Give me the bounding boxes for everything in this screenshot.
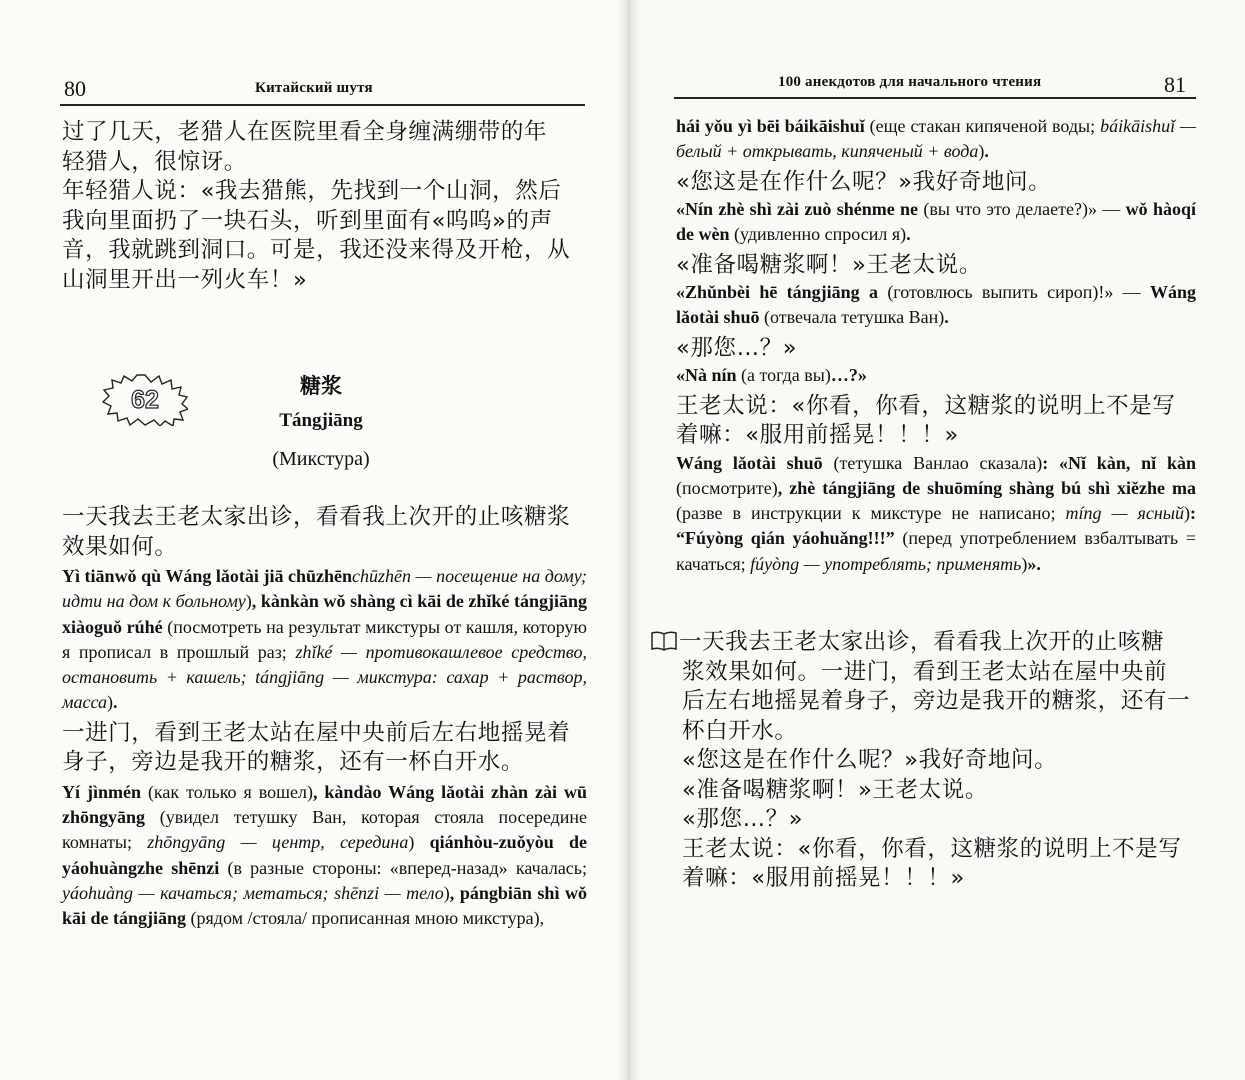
- gloss-paragraph: [62, 780, 587, 932]
- gloss-run: (отвечала тетушка Ван): [759, 307, 945, 328]
- sentence-zh: 一进门，看到王老太站在屋中央前后左右地摇晃着: [62, 719, 571, 746]
- gloss-run: .: [113, 692, 118, 713]
- gloss-run: (разве в инструкции к микстуре не написано;: [676, 503, 1066, 524]
- left-running-title: Китайский шутя: [255, 80, 373, 96]
- gloss-run: chūzhēn — посещение на дому; идти на дом к больному: [62, 566, 587, 612]
- left-page-number: 80: [64, 76, 86, 101]
- sentence-zh: «准备喝糖浆啊！»王老太说。: [676, 251, 982, 278]
- sentence-zh: «那您…？»: [676, 334, 798, 361]
- gloss-paragraph: [676, 197, 1196, 248]
- gloss-run: zhǐké — противокашлевое средство, остановить + кашель; tángjiāng — микстура: сахар + раствор, масса: [62, 641, 587, 713]
- right-page: [628, 0, 1245, 1080]
- gloss-run: , zhè tángjiāng de shuōmíng shàng bú shì xiězhe ma: [777, 477, 1196, 498]
- book-gutter: [618, 0, 640, 1080]
- right-header-rule: [674, 97, 1196, 99]
- gloss-run: yáohuàng — качаться; метаться; shēnzi — тело: [62, 882, 444, 903]
- gloss-run: (увидел тетушку Ван, которая стояла посередине комнаты;: [62, 807, 587, 853]
- gloss-run: hái yǒu yì bēi báikāishuǐ: [676, 116, 865, 136]
- gloss-run: , kàndào Wáng lǎotài zhàn zài wū zhōngyāng: [62, 781, 587, 828]
- gloss-paragraph: [62, 564, 587, 716]
- left-story-ending: [62, 118, 587, 295]
- gloss-run: ): [107, 692, 113, 713]
- gloss-run: «Nà nín: [676, 365, 737, 386]
- full-text-line: «准备喝糖浆啊！»王老太说。: [682, 776, 988, 803]
- gloss-run: : «Nǐ kàn, nǐ kàn: [1042, 452, 1196, 473]
- full-text-line: [650, 628, 1210, 658]
- sentence-zh: 效果如何。: [62, 533, 178, 560]
- gloss-run: ): [978, 141, 985, 162]
- gloss-paragraph: [676, 114, 1196, 165]
- story-end-line: 我向里面扔了一块石头，听到里面有«呜呜»的声: [62, 207, 553, 234]
- full-text-line: 杯白开水。: [682, 717, 798, 744]
- anecdote-title-block: [60, 370, 580, 480]
- gloss-run: (как только я вошел): [140, 781, 313, 802]
- gloss-run: (посмотрите): [676, 477, 778, 498]
- full-text-line: 浆效果如何。一进门，看到王老太站在屋中央前: [682, 658, 1168, 685]
- anecdote-title-pinyin: Tángjiāng: [279, 410, 363, 431]
- anecdote-title-zh: 糖浆: [300, 374, 342, 398]
- gloss-run: : “Fúyòng qián yáohuǎng!!!”: [676, 503, 1197, 549]
- left-story-body: [62, 503, 587, 935]
- anecdote-number: 62: [131, 385, 159, 414]
- gloss-run: fúyòng — употреблять; применять: [750, 553, 1022, 574]
- gloss-run: wǒ hàoqí de wèn: [676, 199, 1196, 245]
- gloss-run: (еще стакан кипяченой воды;: [864, 116, 1101, 136]
- gloss-run: ): [1021, 553, 1028, 574]
- gloss-run: báikāishuǐ — белый + открывать, кипяченый + вода: [676, 116, 1197, 162]
- gloss-run: (удивленно спросил я): [729, 224, 907, 245]
- full-text-line: «您这是在作什么呢？»我好奇地问。: [682, 747, 1058, 773]
- gloss-run: ): [443, 882, 450, 903]
- gloss-run: Wáng lǎotài shuō: [676, 282, 1196, 328]
- sentence-zh: 着嘛：«服用前摇晃！！！»: [676, 422, 959, 449]
- gloss-run: (тетушка Ванлао сказала): [822, 452, 1043, 473]
- gloss-paragraph: [676, 451, 1196, 577]
- story-end-line: 轻猎人，很惊讶。: [62, 148, 247, 175]
- gloss-run: (готовлюсь выпить сироп)!» —: [878, 282, 1150, 303]
- gloss-run: , pángbiān shì wǒ kāi de tángjiāng: [62, 882, 587, 929]
- gloss-run: ): [1184, 503, 1191, 524]
- full-text-first-line: 一天我去王老太家出诊，看看我上次开的止咳糖: [679, 629, 1165, 655]
- gloss-run: (вы что это делаете?)» —: [918, 199, 1126, 220]
- gloss-run: míng — ясный: [1065, 503, 1185, 524]
- gloss-run: .: [944, 307, 949, 328]
- gloss-run: …?»: [830, 365, 867, 386]
- gloss-paragraph: [676, 363, 1196, 388]
- gloss-run: wǒ qù Wáng lǎotài jiā chūzhēn: [114, 566, 352, 586]
- right-glosses: [676, 114, 1196, 580]
- gloss-run: Wáng lǎotài shuō: [676, 452, 823, 473]
- story-end-line: 山洞里开出一列火车！»: [62, 266, 308, 293]
- sentence-zh: 王老太说：«你看，你看，这糖浆的说明上不是写: [676, 392, 1176, 419]
- sentence-zh: 身子，旁边是我开的糖浆，还有一杯白开水。: [62, 749, 525, 776]
- open-book-icon: [650, 630, 678, 652]
- gloss-run: , kànkàn wǒ shàng cì kāi de zhǐké tángjiāng xiàoguǒ rúhé: [62, 591, 587, 637]
- gloss-run: .: [906, 224, 911, 245]
- full-text-block: [650, 628, 1210, 894]
- gloss-run: «Zhǔnbèi hē tángjiāng a: [676, 282, 878, 303]
- gloss-run: .: [984, 141, 989, 162]
- left-header-rule: [60, 104, 585, 106]
- gloss-run: ): [245, 591, 252, 612]
- gloss-run: (рядом /стояла/ прописанная мною микстура),: [186, 908, 545, 929]
- full-text-line: 着嘛：«服用前摇晃！！！»: [682, 865, 965, 891]
- gloss-paragraph: [676, 280, 1196, 331]
- full-text-line: 王老太说：«你看，你看，这糖浆的说明上不是写: [682, 835, 1182, 862]
- gloss-run: (в разные стороны: «вперед-назад» качалась;: [219, 857, 588, 878]
- gloss-run: (а тогда вы): [736, 365, 831, 386]
- gloss-run: qiánhòu-zuǒyòu de yáohuàngzhe shēnzi: [62, 832, 587, 878]
- full-text-line: «那您…？»: [682, 806, 804, 832]
- gloss-run: (посмотреть на результат микстуры от кашля, которую я прописал в прошлый раз;: [62, 616, 587, 662]
- gloss-run: Yì tiān: [62, 566, 115, 586]
- gloss-run: zhōngyāng — центр, середина: [147, 832, 409, 853]
- right-running-title: 100 анекдотов для начального чтения: [778, 74, 1042, 90]
- gloss-run: ): [408, 832, 430, 853]
- gloss-run: ».: [1027, 553, 1041, 574]
- right-page-number: 81: [1164, 72, 1186, 97]
- gloss-run: «Nín zhè shì zài zuò shénme ne: [676, 199, 919, 220]
- full-text-line: 后左右地摇晃着身子，旁边是我开的糖浆，还有一: [682, 688, 1191, 714]
- sentence-zh: 一天我去王老太家出诊，看看我上次开的止咳糖浆: [62, 504, 571, 530]
- anecdote-title-ru: (Микстура): [272, 448, 370, 470]
- story-end-line: 过了几天，老猎人在医院里看全身缠满绷带的年: [62, 119, 548, 145]
- sentence-zh: «您这是在作什么呢？»我好奇地问。: [676, 168, 1052, 195]
- gloss-run: Yí jìnmén: [62, 781, 141, 802]
- gloss-run: (перед употреблением взбалтывать = качаться;: [676, 528, 1196, 574]
- story-end-line: 音，我就跳到洞口。可是，我还没来得及开枪，从: [62, 237, 571, 263]
- story-end-line: 年轻猎人说：«我去猎熊，先找到一个山洞，然后: [62, 178, 562, 204]
